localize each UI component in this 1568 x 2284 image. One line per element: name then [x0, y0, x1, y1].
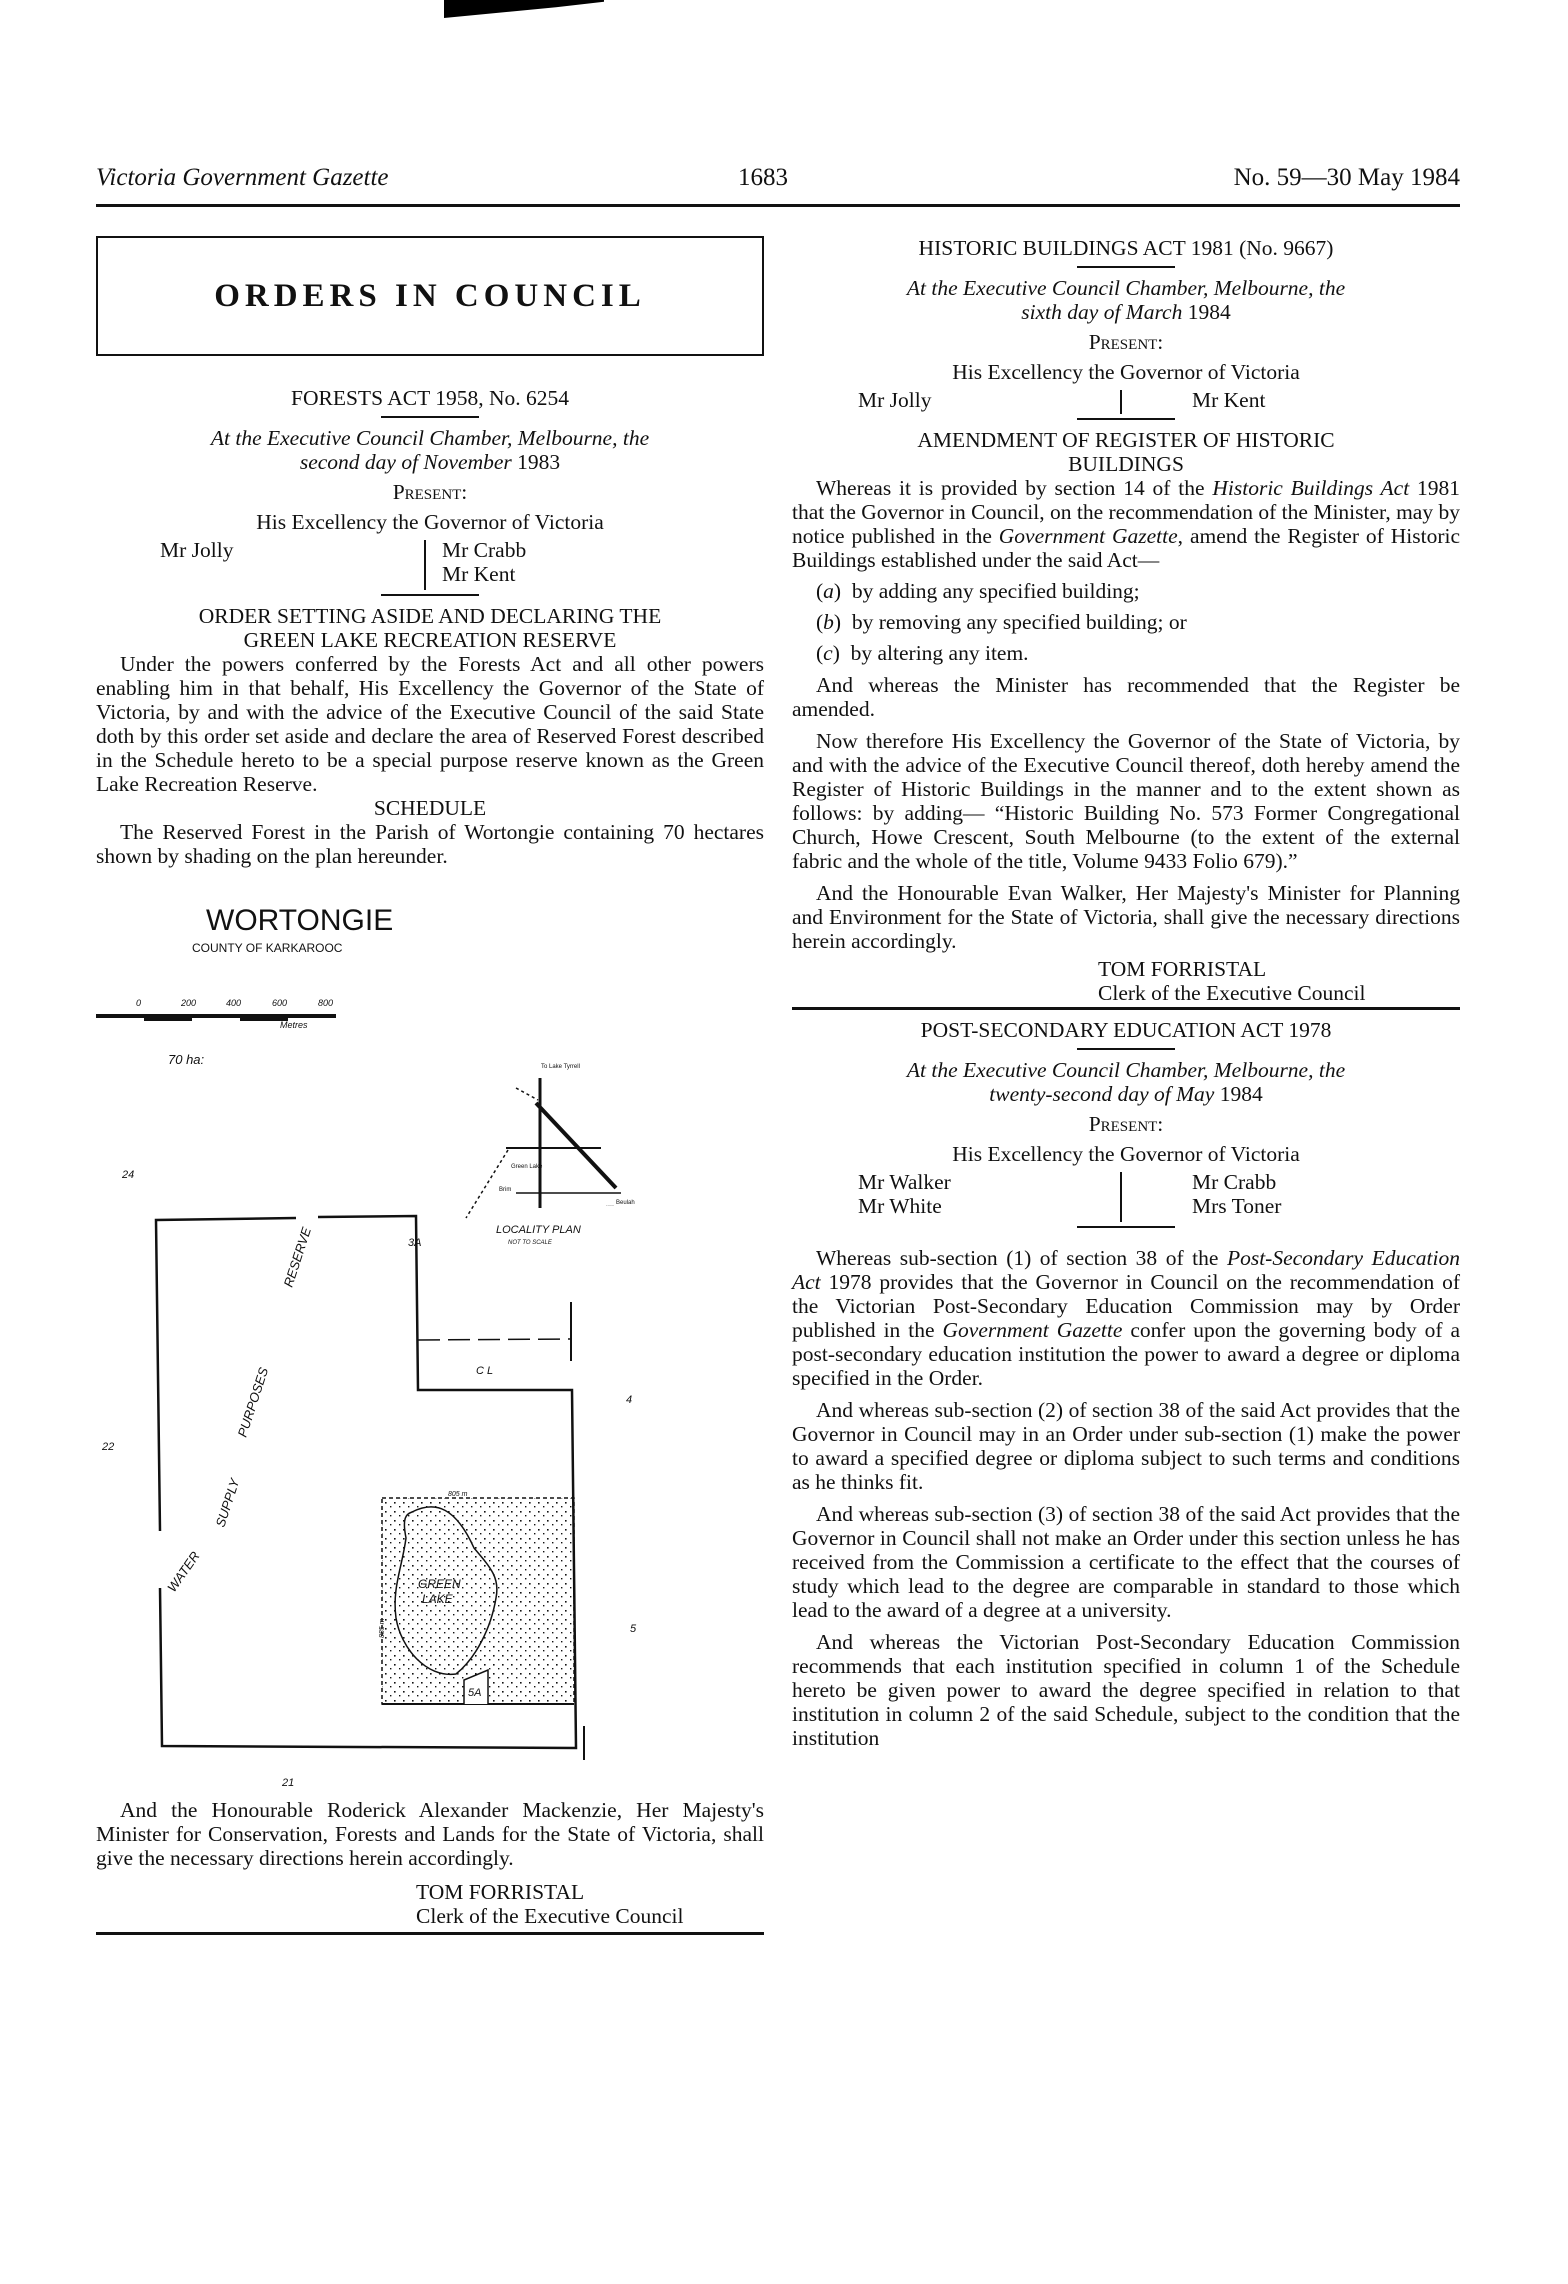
- svg-text:NOT TO SCALE: NOT TO SCALE: [508, 1240, 552, 1246]
- act-title-forests: FORESTS ACT 1958, No. 6254: [291, 386, 569, 410]
- svg-text:To Warracknabeal: To Warracknabeal: [606, 1206, 615, 1207]
- publication-title: Victoria Government Gazette: [96, 164, 389, 191]
- map-parish-title: WORTONGIE: [206, 904, 394, 937]
- member-right-1: Mr Kent: [442, 562, 516, 586]
- locality-plan-title: LOCALITY PLAN: [496, 1224, 581, 1236]
- svg-text:805 m: 805 m: [448, 1491, 468, 1498]
- orders-in-council-banner: [96, 236, 764, 356]
- order-title: AMENDMENT OF REGISTER OF HISTORIC BUILDINGS: [917, 428, 1335, 476]
- governor-line: His Excellency the Governor of Victoria: [952, 1142, 1300, 1166]
- divider: [381, 416, 479, 418]
- scan-artifact: [444, 0, 604, 18]
- divider: [381, 594, 479, 596]
- paragraph-amendment: Now therefore His Excellency the Governor of the State of Victoria, by and with the advice of the Executive Council thereof, doth hereby amend the Register of Historic Buildings in the manner and to the extent shown as follows: by adding— “Historic Building No. 573 Former Congregational Church, Howe Crescent, South Melbourne (to the extent of the external fabric and the whole of the title, Volume 9433 Folio 679).”: [792, 729, 1460, 873]
- svg-text:Brim: Brim: [499, 1187, 512, 1193]
- svg-text:LAKE: LAKE: [422, 1592, 453, 1606]
- divider: [1077, 1048, 1175, 1050]
- paragraph-subsection-2: And whereas sub-section (2) of section 38 of the said Act provides that the Governor in Council may in an Order under sub-section (1) make the power to award a specified degree or diploma subject to such terms and conditions as he thinks fit.: [792, 1398, 1460, 1494]
- paragraph-whereas: Whereas it is provided by section 14 of the Historic Buildings Act 1981 that the Governor in Council, on the recommendation of the Minister, may by notice published in the Government Gazette, amend the Register of Historic Buildings established under the said Act—: [792, 476, 1460, 572]
- svg-text:600: 600: [272, 998, 288, 1008]
- svg-text:SUPPLY: SUPPLY: [212, 1476, 243, 1529]
- act-title-education: POST-SECONDARY EDUCATION ACT 1978: [920, 1018, 1332, 1042]
- svg-text:400: 400: [226, 998, 242, 1008]
- svg-text:5A: 5A: [468, 1687, 482, 1699]
- list-item-a: (a) by adding any specified building;: [816, 579, 1140, 603]
- svg-text:C L: C L: [476, 1365, 494, 1377]
- member-right-0: Mr Crabb: [1192, 1170, 1277, 1194]
- svg-text:200: 200: [181, 998, 197, 1008]
- header-divider: [96, 204, 1460, 207]
- venue-date: second day of November 1983: [299, 450, 561, 474]
- svg-text:21: 21: [282, 1777, 295, 1789]
- signatory-name: TOM FORRISTAL: [1098, 957, 1267, 981]
- member-left-0: Mr Jolly: [858, 388, 932, 412]
- signatory-name: TOM FORRISTAL: [416, 1880, 585, 1904]
- divider: [1077, 266, 1175, 268]
- list-item-b: (b) by removing any specified building; or: [816, 610, 1187, 634]
- svg-text:22: 22: [102, 1441, 115, 1453]
- divider: [1077, 1226, 1175, 1228]
- member-separator: [1120, 1172, 1122, 1222]
- signatory-title: Clerk of the Executive Council: [1098, 981, 1366, 1005]
- right-column: [792, 236, 1460, 1750]
- venue-date: twenty-second day of May 1984: [989, 1082, 1263, 1106]
- schedule-text: The Reserved Forest in the Parish of Wortongie containing 70 hectares shown by shading on the plan hereunder.: [96, 820, 764, 868]
- schedule-heading: SCHEDULE: [373, 796, 487, 820]
- map-county-label: COUNTY OF KARKAROOC: [192, 941, 343, 955]
- members-present: [792, 1170, 1460, 1226]
- venue-line: At the Executive Council Chamber, Melbourne, the: [210, 426, 650, 450]
- signatory-title: Clerk of the Executive Council: [416, 1904, 684, 1928]
- paragraph-subsection-3: And whereas sub-section (3) of section 38 of the said Act provides that the Governor in Council shall not make an Order under this section unless he has received from the Commission a certificate to the effect that the courses of study which lead to the degree are comparable in standard to those which lead to the award of a degree at a university.: [792, 1502, 1460, 1622]
- member-separator: [1120, 390, 1122, 414]
- svg-text:5: 5: [630, 1623, 637, 1635]
- shaded-reserve-area: [382, 1498, 574, 1704]
- paragraph-minister-recommended: And whereas the Minister has recommended that the Register be amended.: [792, 673, 1460, 721]
- page-header: [96, 164, 1460, 204]
- act-title-historic: HISTORIC BUILDINGS ACT 1981 (No. 9667): [918, 236, 1334, 260]
- present-label: Present:: [392, 480, 468, 504]
- svg-text:To Lake Tyrrell: To Lake Tyrrell: [541, 1064, 580, 1070]
- divider: [1077, 418, 1175, 420]
- member-left-0: Mr Walker: [858, 1170, 951, 1194]
- svg-text:Green Lake: Green Lake: [511, 1164, 543, 1170]
- parish-plan-map: [96, 888, 764, 1808]
- present-label: Present:: [1088, 1112, 1164, 1136]
- svg-text:4: 4: [626, 1394, 633, 1406]
- governor-line: His Excellency the Governor of Victoria: [256, 510, 604, 534]
- member-right-0: Mr Crabb: [442, 538, 527, 562]
- member-right-0: Mr Kent: [1192, 388, 1266, 412]
- svg-text:24: 24: [122, 1169, 135, 1181]
- issue-date: No. 59—30 May 1984: [1233, 164, 1460, 191]
- order-body: Under the powers conferred by the Forests Act and all other powers enabling him in that behalf, His Excellency the Governor of the State of Victoria, by and with the advice of the Executive Council of the said State doth by this order set aside and declare the area of Reserved Forest described in the Schedule hereto to be a special purpose reserve known as the Green Lake Recreation Reserve.: [96, 652, 764, 796]
- members-present: [96, 538, 764, 594]
- paragraph-subsection-1: Whereas sub-section (1) of section 38 of the Post-Secondary Education Act 1978 provides that the Governor in Council on the recommendation of the Victorian Post-Secondary Education Commission may by Order published in the Government Gazette confer upon the governing body of a post-secondary education institution the power to award a degree or diploma specified in the Order.: [792, 1246, 1460, 1390]
- svg-text:800: 800: [318, 998, 334, 1008]
- section-divider: [96, 1932, 764, 1935]
- venue-date: sixth day of March 1984: [1021, 300, 1231, 324]
- svg-text:Metres: Metres: [280, 1020, 308, 1030]
- paragraph-commission-recommends: And whereas the Victorian Post-Secondary Education Commission recommends that each institution specified in column 1 of the Schedule hereto be given power to award the degree specified in relation to that institution in column 2 of the said Schedule, subject to the condition that the institution: [792, 1630, 1460, 1750]
- left-column: [96, 236, 764, 1935]
- signature-block: [1098, 957, 1460, 1005]
- member-left-1: Mr White: [858, 1194, 942, 1218]
- svg-text:WATER: WATER: [164, 1548, 203, 1595]
- present-label: Present:: [1088, 330, 1164, 354]
- svg-text:Beulah: Beulah: [616, 1200, 635, 1206]
- svg-text:PURPOSES: PURPOSES: [234, 1365, 272, 1439]
- banner-text: ORDERS IN COUNCIL: [214, 278, 646, 314]
- venue-line: At the Executive Council Chamber, Melbourne, the: [906, 276, 1346, 300]
- venue-line: At the Executive Council Chamber, Melbourne, the: [906, 1058, 1346, 1082]
- governor-line: His Excellency the Governor of Victoria: [952, 360, 1300, 384]
- svg-text:0: 0: [136, 998, 142, 1008]
- page-number: 1683: [738, 164, 788, 191]
- plan-drawing: [96, 888, 764, 1808]
- paragraph-directions: And the Honourable Evan Walker, Her Majesty's Minister for Planning and Environment for the State of Victoria, shall give the necessary directions herein accordingly.: [792, 881, 1460, 953]
- svg-text:885 m: 885 m: [379, 1618, 386, 1638]
- member-separator: [424, 540, 426, 590]
- members-present: [792, 388, 1460, 418]
- closing-paragraph: And the Honourable Roderick Alexander Mackenzie, Her Majesty's Minister for Conservation, Forests and Lands for the State of Victoria, shall give the necessary directions herein accordingly.: [96, 1798, 764, 1870]
- member-left-0: Mr Jolly: [160, 538, 234, 562]
- section-divider: [792, 1007, 1460, 1010]
- signature-block: [416, 1880, 764, 1928]
- svg-text:RESERVE: RESERVE: [280, 1225, 314, 1289]
- order-title: ORDER SETTING ASIDE AND DECLARING THE GREEN LAKE RECREATION RESERVE: [198, 604, 662, 652]
- area-label: 70 ha:: [168, 1052, 205, 1067]
- svg-text:GREEN: GREEN: [418, 1577, 461, 1591]
- member-right-1: Mrs Toner: [1192, 1194, 1282, 1218]
- svg-text:3A: 3A: [408, 1237, 422, 1249]
- list-item-c: (c) by altering any item.: [816, 641, 1029, 665]
